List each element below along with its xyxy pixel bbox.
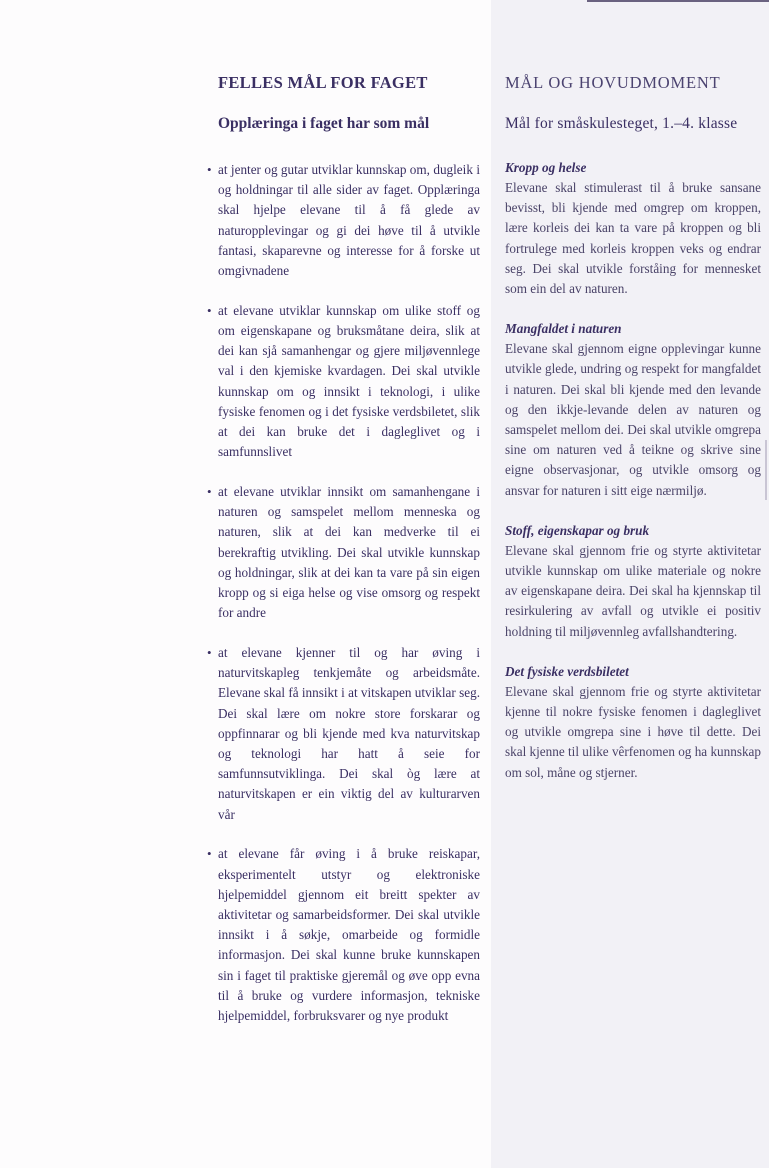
section-list [505,158,761,783]
section-body: Elevane skal stimulerast til å bruke sansane bevisst, bli kjende med omgrep om kroppen, lære korleis dei kan ta vare på kroppen og bli fortrulege med korleis kroppen veks og endrar seg. Dei skal utvikle forståing for mennesket som ein del av naturen. [505,180,761,297]
right-column [505,72,761,803]
goal-text: at elevane får øving i å bruke reiskapar, eksperimentelt utstyr og elektroniske hjelpemiddel gjennom eit breitt spekter av aktivitetar og samarbeidsformer. Dei skal utvikle innsikt i å søkje, omarbeide og formidle informasjon. Dei skal kunne bruke kunnskapen sin i faget til praktiske gjeremål og øve opp evna til å bruke og vurdere informasjon, tekniske hjelpemiddel, forbruksvarer og nye produkt [218,846,480,1024]
left-subheading: Opplæringa i faget har som mål [218,115,430,132]
bullet-icon: • [207,162,212,177]
section-title: Det fysiske verdsbiletet [505,663,629,679]
section [505,158,761,299]
goal-item [207,301,480,463]
section [505,319,761,501]
right-heading: MÅL OG HOVUDMOMENT [505,73,721,92]
goal-item [207,160,480,281]
goal-list [207,160,480,1026]
section [505,662,761,783]
bullet-icon: • [207,645,212,661]
goal-item [207,844,480,1026]
goal-text: at elevane utviklar kunnskap om ulike stoff og om eigenskapane og bruksmåtane deira, slik at dei kan sjå samanhengar og gjere miljøvennlege val i den kjemiske kvardagen. Dei skal utvikle kunnskap om og innsikt i teknologi, i ulike fysiske fenomen og i det fysiske verdsbiletet, slik at dei kan bruke det i dagleglivet og i samfunnslivet [218,302,480,460]
section-title: Mangfaldet i naturen [505,321,622,337]
goal-item [207,643,480,825]
goal-text: at elevane utviklar innsikt om samanhengane i naturen og samspelet mellom menneska og naturen, slik at dei kan medverke til ei berekraftig utvikling. Dei skal utvikle kunnskap og holdningar, slik at dei kan ta vare på sin eigen kropp og si eiga helse og vise omsorg og respekt for andre [218,484,480,621]
section-body: Elevane skal gjennom eigne opplevingar kunne utvikle glede, undring og respekt for mangfaldet i naturen. Dei skal bli kjende med den levande og den ikkje-levande delen av naturen og samspelet mellom dei. Dei skal utvikle omgrepa sine om naturen ved å teikne og skrive sine eigne observasjonar, og utvikle omsorg og ansvar for naturen i sitt eige nærmiljø. [505,341,761,498]
bullet-icon: • [207,484,212,500]
right-subheading: Mål for småskulesteget, 1.–4. klasse [505,115,738,132]
bullet-icon: • [207,302,212,318]
goal-text: at elevane kjenner til og har øving i naturvitskapleg tenkjemåte og arbeidsmåte. Elevane skal få innsikt i at vitskapen utviklar seg. Dei skal lære om nokre store forskarar og oppfinnarar og bli kjende med kva naturvitskap og teknologi har hatt å seie for samfunnsutviklinga. Dei skal òg lære at naturvitskapen er ein viktig del av kulturarven vår [218,645,480,822]
section-body: Elevane skal gjennom frie og styrte aktivitetar kjenne til nokre fysiske fenomen i dagleglivet og utvikle omgrepa sine i høve til dette. Dei skal kjenne til ulike vêrfenomen og ha kunnskap om sol, måne og stjerner. [505,683,761,780]
left-column [207,72,480,1046]
section-title: Kropp og helse [505,160,587,175]
goal-text: at jenter og gutar utviklar kunnskap om, dugleik i og holdningar til alle sider av faget. Opplæringa skal hjelpe elevane til å få glede av naturopplevingar og gi dei høve til å utvikle fantasi, skaparevne og interesse for å forske ut omgivnadene [218,162,480,279]
edge-mark [765,440,767,500]
section-title: Stoff, eigenskapar og bruk [505,522,650,538]
section-body: Elevane skal gjennom frie og styrte aktivitetar utvikle kunnskap om ulike materiale og nokre av eigenskapane deira. Dei skal ha kjennskap til resirkulering av avfall og utvikle ei positiv holdning til miljøvennleg avfallshandtering. [505,542,761,639]
bullet-icon: • [207,846,212,862]
section [505,521,761,642]
top-rule [587,0,769,2]
goal-item [207,482,480,623]
left-heading: FELLES MÅL FOR FAGET [218,73,428,92]
